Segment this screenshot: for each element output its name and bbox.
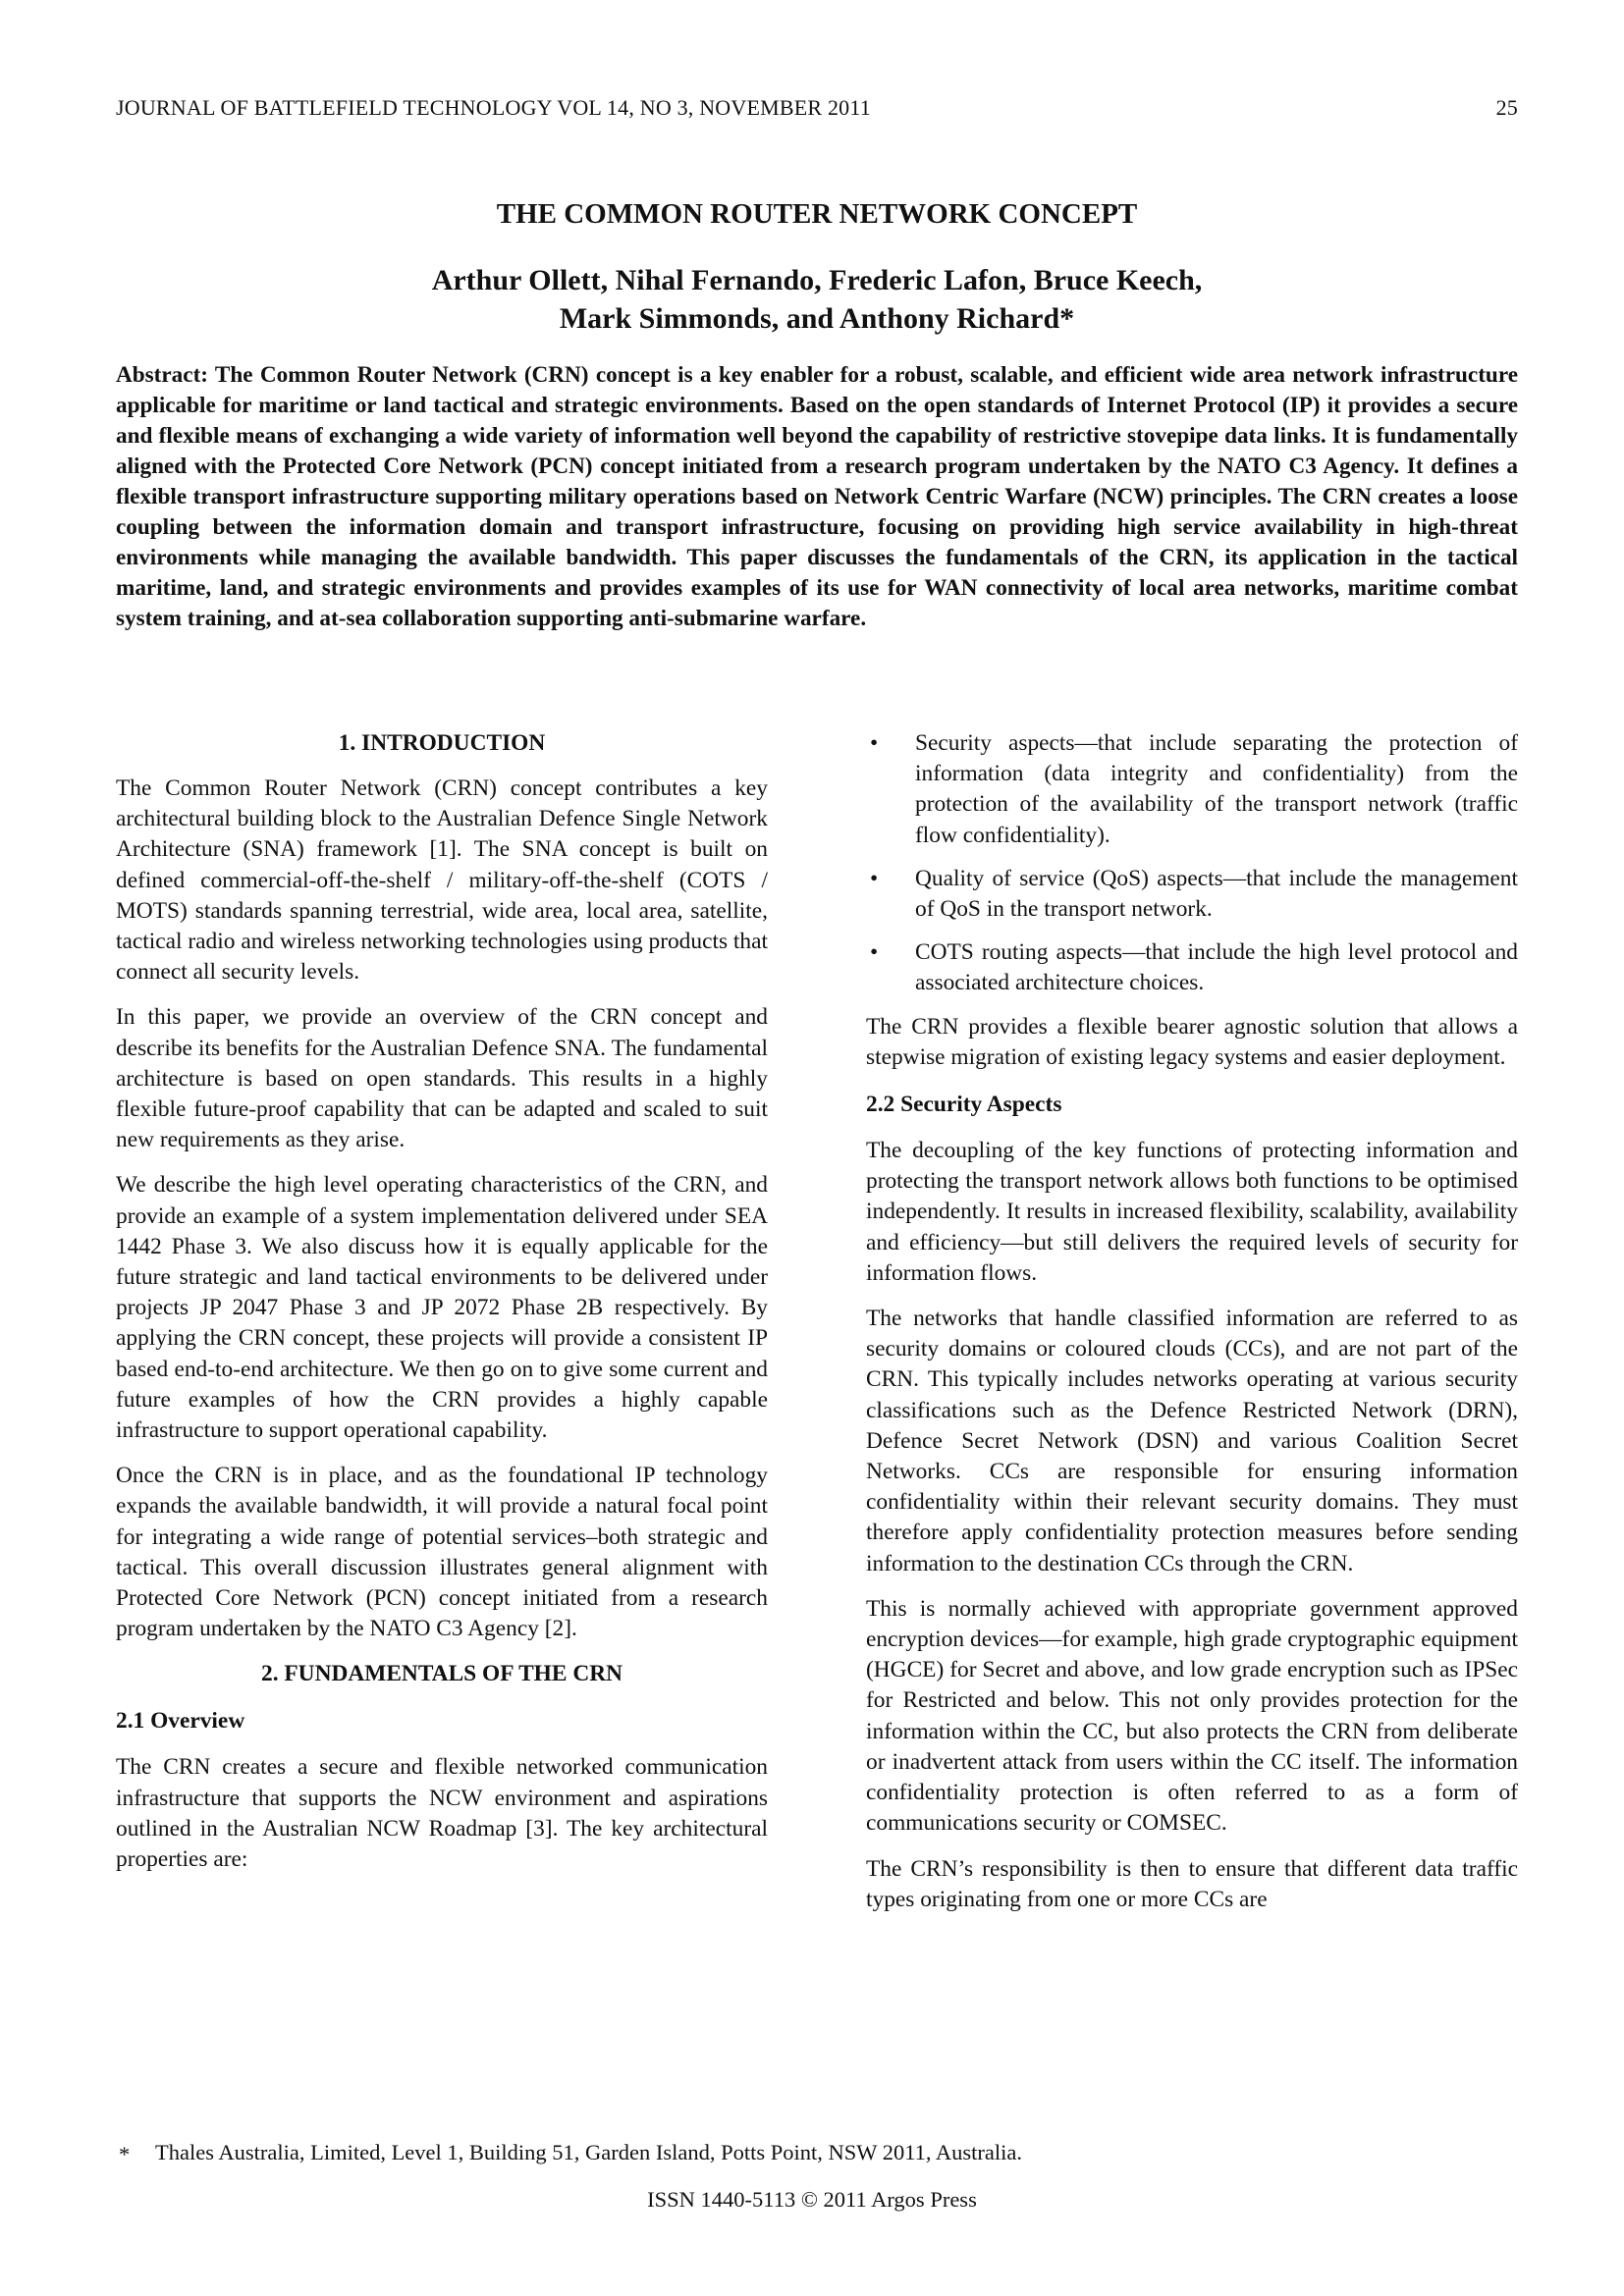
footnote-marker: * bbox=[119, 2142, 131, 2166]
list-item bbox=[866, 864, 1518, 925]
paper-title: THE COMMON ROUTER NETWORK CONCEPT bbox=[496, 198, 1138, 230]
section-heading-fundamentals: 2. FUNDAMENTALS OF THE CRN bbox=[261, 1661, 623, 1687]
running-head bbox=[116, 94, 1518, 122]
section-heading-introduction: 1. INTRODUCTION bbox=[338, 730, 546, 756]
list-item-text: COTS routing aspects—that include the high level protocol and associated architecture choices. bbox=[915, 939, 1518, 996]
subsection-heading-security: 2.2 Security Aspects bbox=[866, 1092, 1062, 1118]
author-line-2: Mark Simmonds, and Anthony Richard* bbox=[559, 302, 1075, 335]
bullet-icon: • bbox=[870, 939, 879, 966]
paragraph: The Common Router Network (CRN) concept contributes a key architectural building block to the Australian Defence Single Network Architecture (SNA) framework [1]. The SNA concept is built on defined commercial-off-the-shelf / military-off-the-shelf (COTS / MOTS) standards spanning terrestrial, wide area, local area, satellite, tactical radio and wireless networking technologies using products that connect all security levels. bbox=[116, 775, 768, 986]
bullet-icon: • bbox=[870, 865, 879, 891]
paragraph: The CRN’s responsibility is then to ensure that different data traffic types originating from one or more CCs are bbox=[866, 1855, 1518, 1912]
paragraph: The decoupling of the key functions of protecting information and protecting the transport network allows both functions to be optimised independently. It results in increased flexibility, scalability, availability and efficiency—but still delivers the required levels of security for information flows. bbox=[866, 1138, 1518, 1286]
list-item bbox=[866, 728, 1518, 851]
abstract: Abstract: The Common Router Network (CRN) concept is a key enabler for a robust, scalable, and efficient wide area network infrastructure applicable for maritime or land tactical and strategic environments. Based on the open standards of Internet Protocol (IP) it provides a secure and flexible means of exchanging a wide variety of information well beyond the capability of restrictive stovepipe data links. It is fundamentally aligned with the Protected Core Network (PCN) concept initiated from a research program undertaken by the NATO C3 Agency. It defines a flexible transport infrastructure supporting military operations based on Network Centric Warfare (NCW) principles. The CRN creates a loose coupling between the information domain and transport infrastructure, focusing on providing high service availability in high-threat environments while managing the available bandwidth. This paper discusses the fundamentals of the CRN, its application in the tactical maritime, land, and strategic environments and provides examples of its use for WAN connectivity of local area networks, maritime combat system training, and at-sea collaboration supporting anti-submarine warfare. bbox=[116, 362, 1518, 631]
properties-list bbox=[866, 728, 1518, 999]
left-column bbox=[116, 728, 768, 1890]
paragraph: We describe the high level operating characteristics of the CRN, and provide an example of a system implementation delivered under SEA 1442 Phase 3. We also discuss how it is equally applicable for the future strategic and land tactical environments to be delivered under projects JP 2047 Phase 3 and JP 2072 Phase 2B respectively. By applying the CRN concept, these projects will provide a consistent IP based end-to-end architecture. We then go on to give some current and future examples of how the CRN provides a highly capable infrastructure to support operational capability. bbox=[116, 1172, 768, 1444]
paragraph: Once the CRN is in place, and as the foundational IP technology expands the available bandwidth, it will provide a natural focal point for integrating a wide range of potential services–both strategic and tactical. This overall discussion illustrates general alignment with Protected Core Network (PCN) concept initiated from a research program undertaken by the NATO C3 Agency [2]. bbox=[116, 1463, 768, 1642]
footnote-text: Thales Australia, Limited, Level 1, Building 51, Garden Island, Potts Point, NSW 2011, Australia. bbox=[155, 2140, 1023, 2164]
right-column bbox=[866, 728, 1518, 1930]
author-list bbox=[116, 261, 1518, 338]
list-item-text: Quality of service (QoS) aspects—that include the management of QoS in the transport network. bbox=[915, 865, 1518, 923]
paragraph: The CRN creates a secure and flexible networked communication infrastructure that supports the NCW environment and aspirations outlined in the Australian NCW Roadmap [3]. The key architectural properties are: bbox=[116, 1754, 768, 1873]
author-line-1: Arthur Ollett, Nihal Fernando, Frederic Lafon, Bruce Keech, bbox=[431, 264, 1203, 296]
bullet-icon: • bbox=[870, 730, 879, 756]
page-number: 25 bbox=[1495, 95, 1518, 120]
list-item-text: Security aspects—that include separating the protection of information (data integrity and confidentiality) from the protection of the availability of the transport network (traffic flow confidentiality). bbox=[915, 730, 1518, 848]
page-footer: ISSN 1440-5113 © 2011 Argos Press bbox=[647, 2187, 977, 2212]
paragraph: This is normally achieved with appropriate government approved encryption devices—for example, high grade cryptographic equipment (HGCE) for Secret and above, and low grade encryption such as IPSec for Restricted and below. This not only provides protection for the information within the CC, but also protects the CRN from deliberate or inadvertent attack from users within the CC itself. The information confidentiality protection is often referred to as a form of communications security or COMSEC. bbox=[866, 1595, 1518, 1837]
journal-citation: JOURNAL OF BATTLEFIELD TECHNOLOGY VOL 14, NO 3, NOVEMBER 2011 bbox=[116, 95, 871, 120]
paragraph: The CRN provides a flexible bearer agnostic solution that allows a stepwise migration of existing legacy systems and easier deployment. bbox=[866, 1013, 1518, 1070]
paragraph: The networks that handle classified information are referred to as security domains or coloured clouds (CCs), and are not part of the CRN. This typically includes networks operating at various security classifications such as the Defence Restricted Network (DRN), Defence Secret Network (DSN) and various Coalition Secret Networks. CCs are responsible for ensuring information confidentiality within their relevant security domains. They must therefore apply confidentiality protection measures before sending information to the destination CCs through the CRN. bbox=[866, 1306, 1518, 1576]
paragraph: In this paper, we provide an overview of the CRN concept and describe its benefits for the Australian Defence SNA. The fundamental architecture is based on open standards. This results in a highly flexible future-proof capability that can be adapted and scaled to suit new requirements as they arise. bbox=[116, 1004, 768, 1153]
subsection-heading-overview: 2.1 Overview bbox=[116, 1708, 245, 1735]
list-item bbox=[866, 937, 1518, 998]
